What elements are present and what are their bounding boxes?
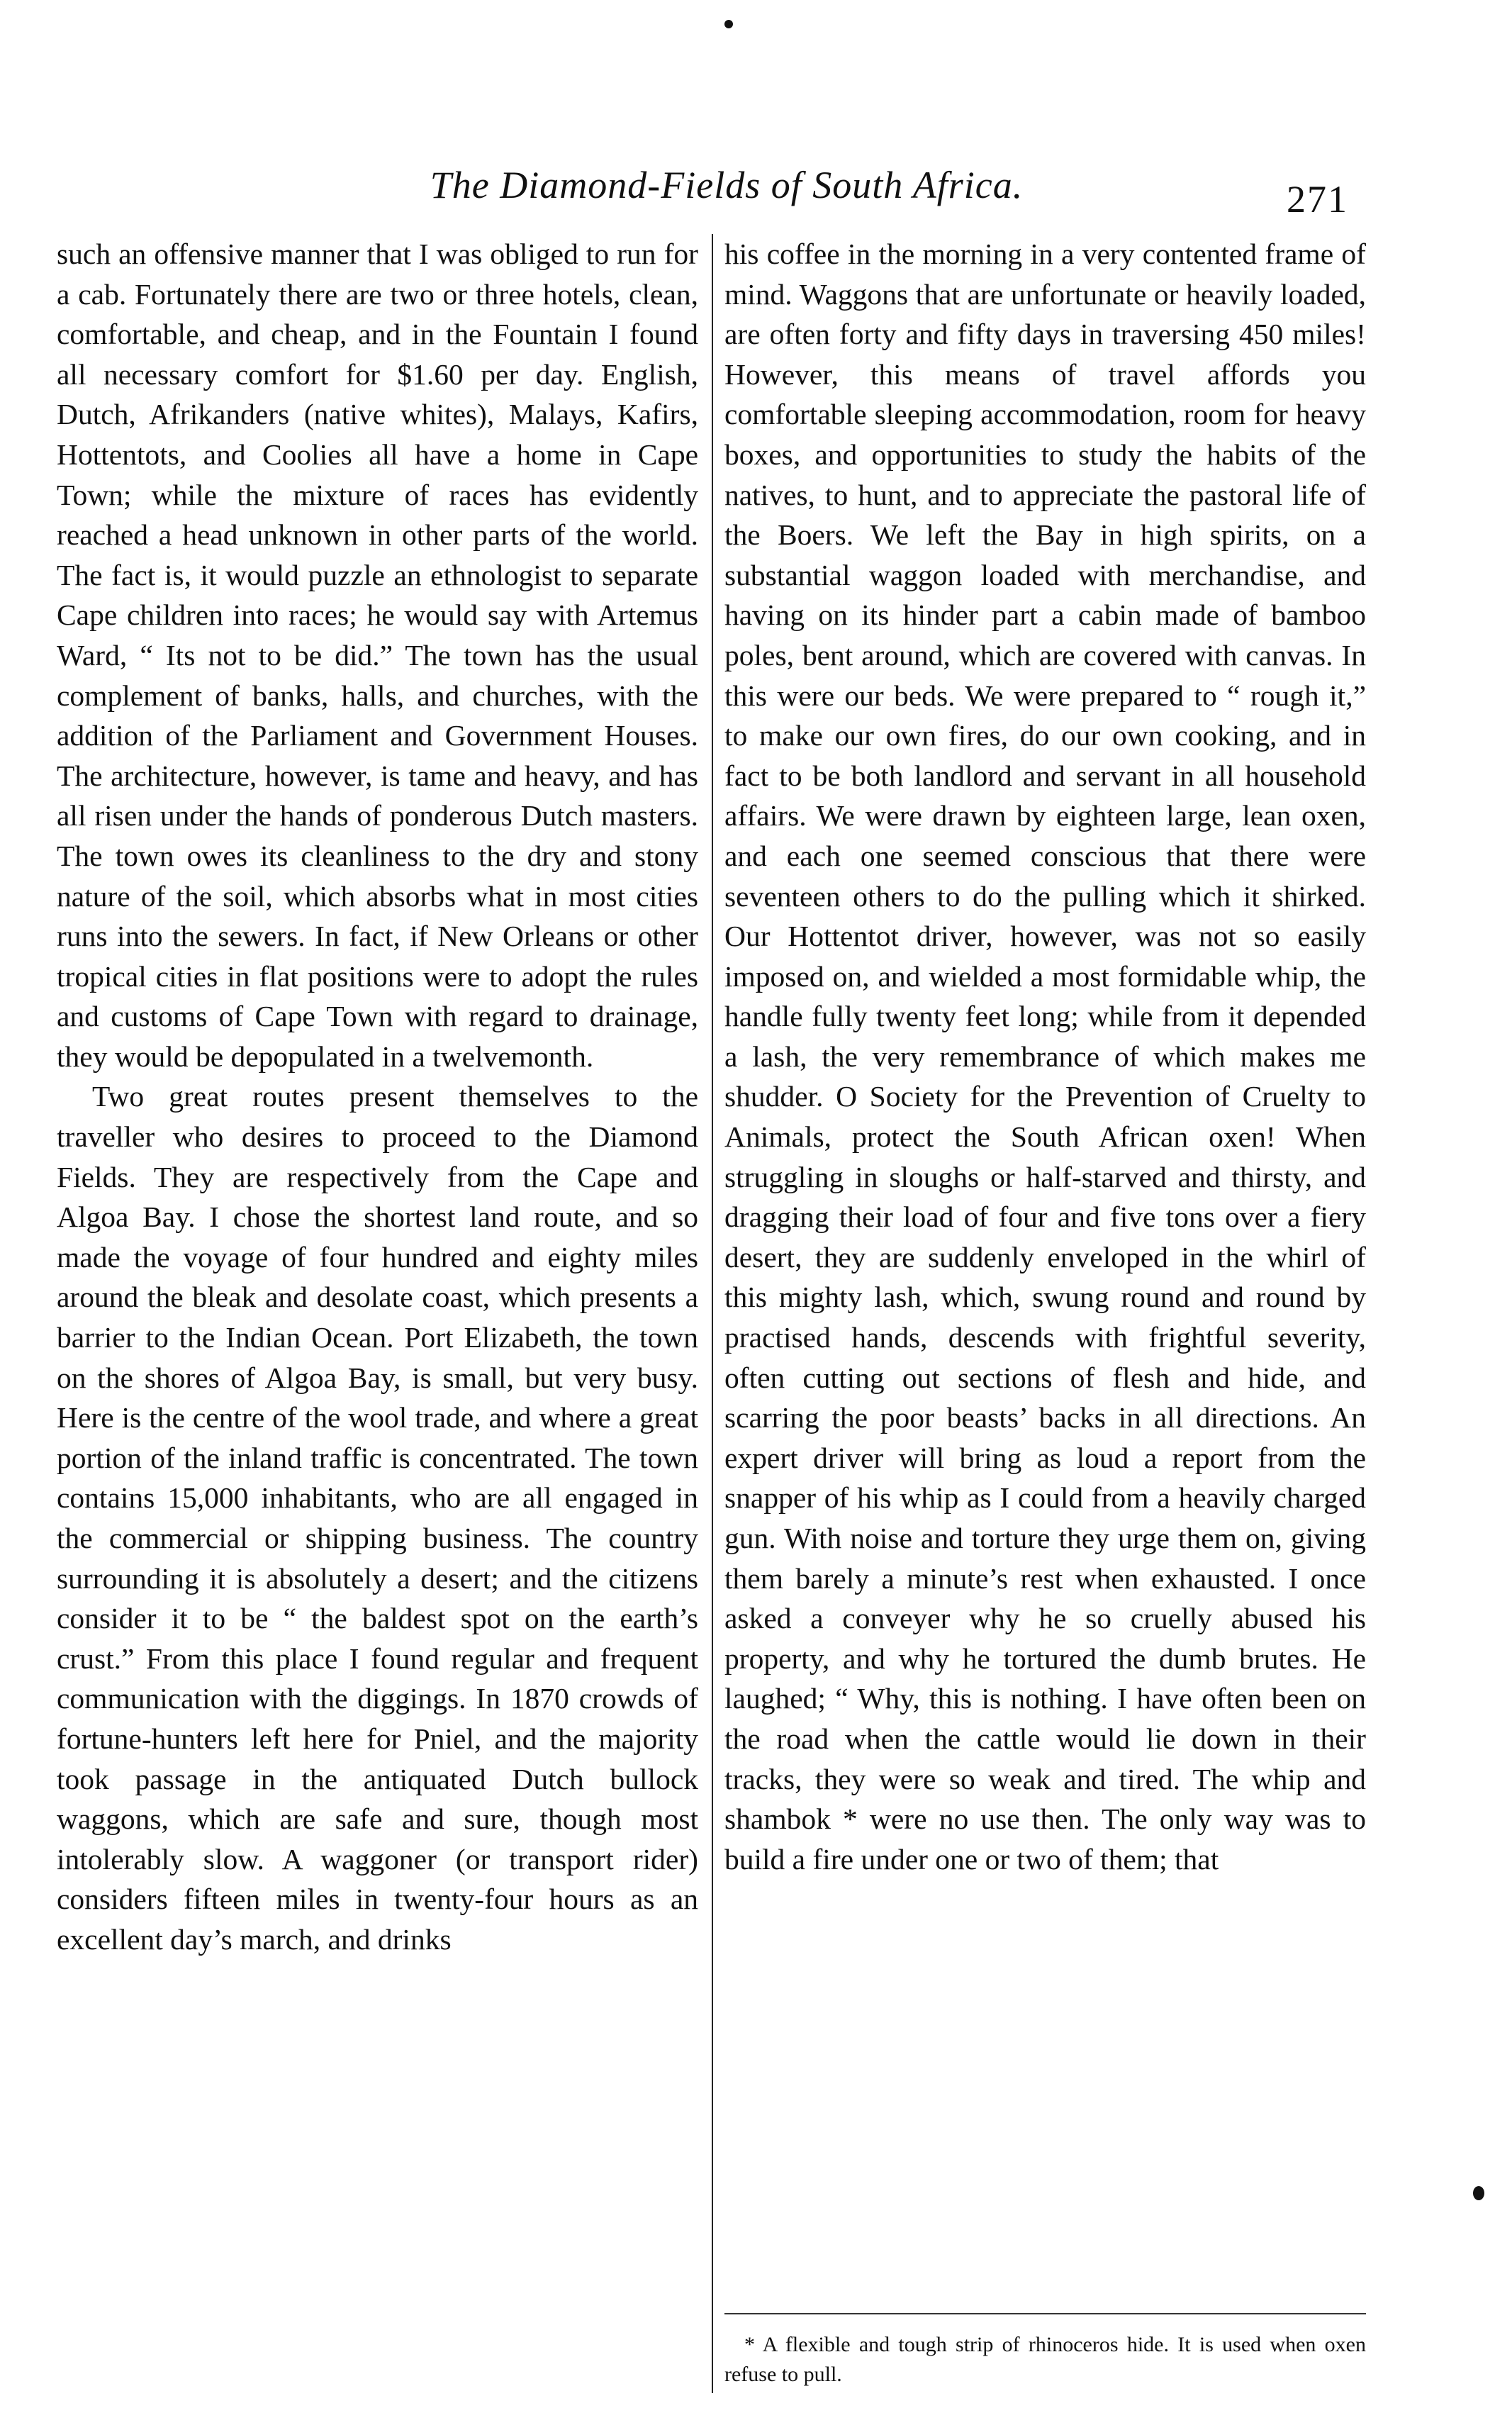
running-title: The Diamond-Fields of South Africa. [430,164,1024,206]
left-column [57,234,698,1960]
footnote-rule [724,2313,1366,2314]
column-divider [712,234,713,2393]
ink-speck [724,20,733,28]
right-column [724,234,1366,1879]
paragraph: Two great routes present themselves to the traveller who desires to proceed to the Diamond Fields. They are respectively from the Cape and Algoa Bay. I chose the shortest land route, and so made the voyage of four hundred and eighty miles around the bleak and desolate coast, which presents a barrier to the Indian Ocean. Port Elizabeth, the town on the shores of Algoa Bay, is small, but very busy. Here is the centre of the wool trade, and where a great portion of the inland traffic is concentrated. The town contains 15,000 inhabitants, who are all engaged in the commercial or shipping business. The country surrounding it is absolutely a desert; and the citizens consider it to be “ the baldest spot on the earth’s crust.” From this place I found regular and frequent communication with the diggings. In 1870 crowds of fortune-hunters left here for Pniel, and the majority took passage in the antiquated Dutch bullock waggons, which are safe and sure, though most intolerably slow. A waggoner (or transport rider) considers fifteen miles in twenty-four hours as an excellent day’s march, and drinks [57,1080,698,1956]
paragraph: such an offensive manner that I was obliged to run for a cab. Fortunately there are two or three hotels, clean, comfortable, and cheap, and in the Fountain I found all necessary comfort for $1.60 per day. English, Dutch, Afrikanders (native whites), Malays, Kafirs, Hottentots, and Coolies all have a home in Cape Town; while the mixture of races has evidently reached a head unknown in other parts of the world. The fact is, it would puzzle an ethnologist to separate Cape children into races; he would say with Artemus Ward, “ Its not to be did.” The town has the usual complement of banks, halls, and churches, with the addition of the Parliament and Government Houses. The architecture, however, is tame and heavy, and has all risen under the hands of ponderous Dutch masters. The town owes its cleanliness to the dry and stony nature of the soil, which absorbs what in most cities runs into the sewers. In fact, if New Orleans or other tropical cities in flat positions were to adopt the rules and customs of Cape Town with regard to drainage, they would be depopulated in a twelvemonth. [57,238,698,1073]
paragraph: his coffee in the morning in a very contented frame of mind. Waggons that are unfortunate or heavily loaded, are often forty and fifty days in traversing 450 miles! However, this means of travel affords you comfortable sleeping accommodation, room for heavy boxes, and opportunities to study the habits of the natives, to hunt, and to appreciate the pastoral life of the Boers. We left the Bay in high spirits, on a substantial waggon loaded with merchandise, and having on its hinder part a cabin made of bamboo poles, bent around, which are covered with canvas. In this were our beds. We were prepared to “ rough it,” to make our own fires, do our own cooking, and in fact to be both landlord and servant in all household affairs. We were drawn by eighteen large, lean oxen, and each one seemed conscious that there were seventeen others to do the pulling which it shirked. Our Hottentot driver, however, was not so easily imposed on, and wielded a most formidable whip, the handle fully twenty feet long; while from it depended a lash, the very remembrance of which makes me shudder. O Society for the Prevention of Cruelty to Animals, protect the South African oxen! When struggling in sloughs or half-starved and thirsty, and dragging their load of four and five tons over a fiery desert, they are suddenly enveloped in the whirl of this mighty lash, which, swung round and round by practised hands, descends with frightful severity, often cutting out sections of flesh and hide, and scarring the poor beasts’ backs in all directions. An expert driver will bring as loud a report from the snapper of his whip as I could from a heavily charged gun. With noise and torture they urge them on, giving them barely a minute’s rest when exhausted. I once asked a conveyer why he so cruelly abused his property, and why he tortured the dumb brutes. He laughed; “ Why, this is nothing. I have often been on the road when the cattle would lie down in their tracks, they were so weak and tired. The whip and shambok * were no use then. The only way was to build a fire under one or two of them; that [724,238,1366,1876]
page-number: 271 [1287,178,1348,221]
ink-speck [1473,2186,1484,2200]
footnote-text: * A flexible and tough strip of rhinoceros hide. It is used when oxen refuse to pull. [724,2333,1366,2386]
footnote [724,2330,1366,2390]
